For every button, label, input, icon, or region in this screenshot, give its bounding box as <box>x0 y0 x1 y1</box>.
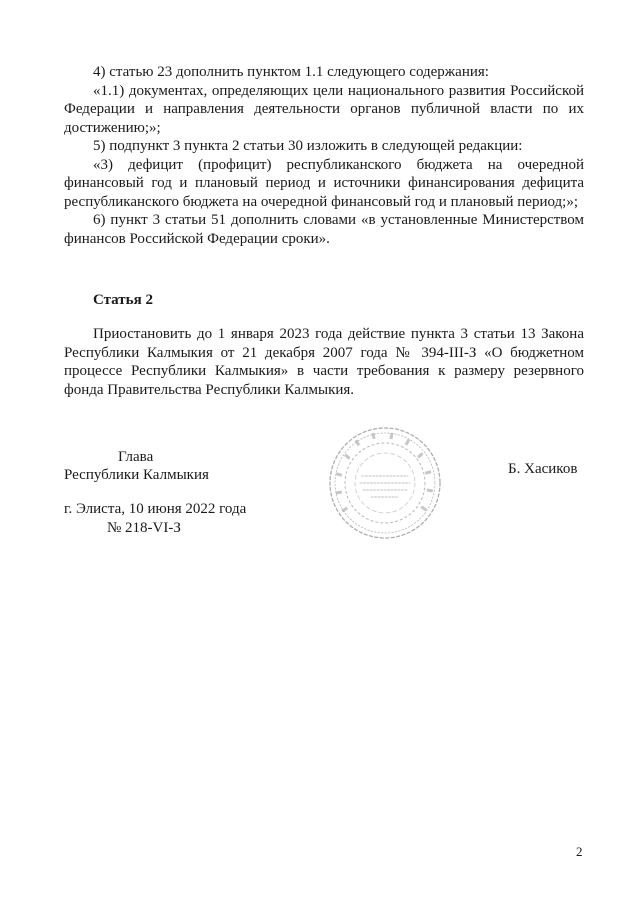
paragraph-amendment-5-content: «3) дефицит (профицит) республиканского бюджета на очередной финансовый год и плановый период и источники финансирования дефицита республиканского бюджета на очередной финансовый год и плановый период;»; <box>64 156 584 210</box>
signatory-name: Б. Хасиков <box>508 461 578 477</box>
paragraph-amendment-5: 5) подпункт 3 пункта 2 статьи 30 изложить в следующей редакции: <box>93 138 523 154</box>
page-number: 2 <box>576 844 583 859</box>
paragraph-amendment-4: 4) статью 23 дополнить пунктом 1.1 следующего содержания: <box>93 64 489 80</box>
signatory-organization: Республики Калмыкия <box>64 467 209 483</box>
signing-place-date: г. Элиста, 10 июня 2022 года <box>64 501 247 517</box>
paragraph-amendment-6: 6) пункт 3 статьи 51 дополнить словами «в установленные Министерством финансов Российской Федерации сроки». <box>64 212 584 247</box>
article-2-body <box>64 325 584 399</box>
amendments-section <box>64 63 584 248</box>
signatory-title: Глава <box>118 449 154 465</box>
law-number: № 218-VI-З <box>107 520 181 536</box>
article-2-paragraph: Приостановить до 1 января 2023 года действие пункта 3 статьи 13 Закона Республики Калмыкия от 21 декабря 2007 года № 394-III-З «О бюджетном процессе Республики Калмыкия» в части требования к размеру резервного фонда Правительства Республики Калмыкия. <box>64 326 584 398</box>
round-seal-stamp-icon <box>326 424 444 542</box>
paragraph-amendment-4-content: «1.1) документах, определяющих цели национального развития Российской Федерации и направления деятельности органов публичной власти по их достижению;»; <box>64 82 584 136</box>
article-2-heading: Статья 2 <box>93 292 153 308</box>
